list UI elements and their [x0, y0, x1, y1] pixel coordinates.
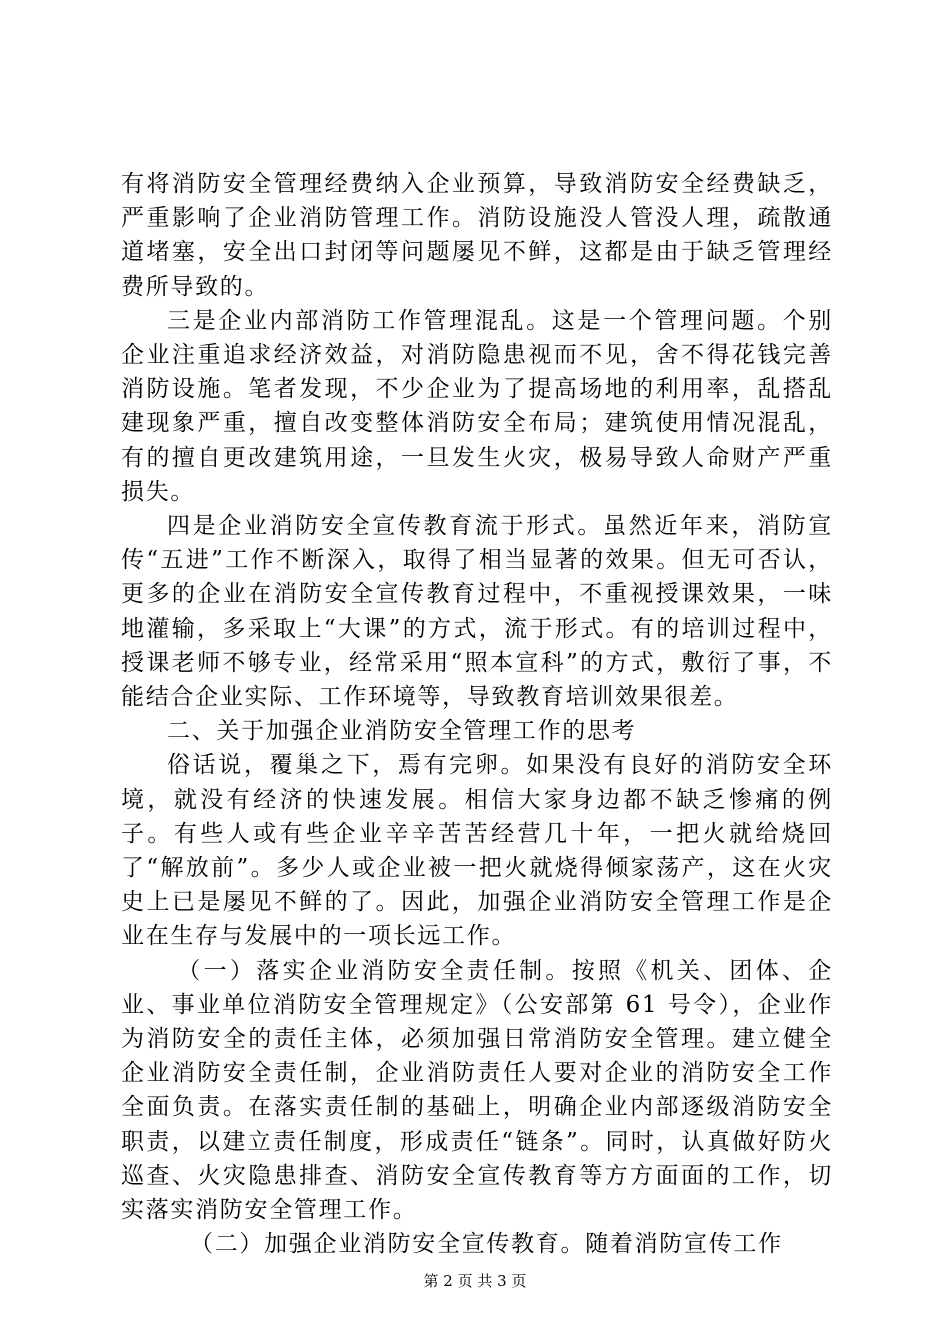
paragraph-item-one: （一）落实企业消防安全责任制。按照《机关、团体、企业、事业单位消防安全管理规定》（公安部第 61 号令），企业作为消防安全的责任主体，必须加强日常消防安全管理。建立健全企业消防安全责任制，企业消防责任人要对企业的消防安全工作全面负责。在落实责任制的基础上，明确企业内部逐级消防安全职责，以建立责任制度，形成责任“链条”。同时，认真做好防火巡查、火灾隐患排查、消防安全宣传教育等方方面面的工作，切实落实消防安全管理工作。 [121, 957, 833, 1224]
paragraph-point-three: 三是企业内部消防工作管理混乱。这是一个管理问题。个别企业注重追求经济效益，对消防隐患视而不见，舍不得花钱完善消防设施。笔者发现，不少企业为了提高场地的利用率，乱搭乱建现象严重，擅自改变整体消防安全布局；建筑使用情况混乱，有的擅自更改建筑用途，一旦发生火灾，极易导致人命财产严重损失。 [121, 307, 833, 505]
paragraph-proverb: 俗话说，覆巢之下，焉有完卵。如果没有良好的消防安全环境，就没有经济的快速发展。相信大家身边都不缺乏惨痛的例子。有些人或有些企业辛辛苦苦经营几十年，一把火就给烧回了“解放前”。多少人或企业被一把火就烧得倾家荡产，这在火灾史上已是屡见不鲜的了。因此，加强企业消防安全管理工作是企业在生存与发展中的一项长远工作。 [121, 752, 833, 950]
document-body [121, 167, 833, 1262]
section-heading-two: 二、关于加强企业消防安全管理工作的思考 [167, 718, 637, 745]
page-footer: 第 2 页 共 3 页 [423, 1272, 527, 1290]
paragraph-item-two: （二）加强企业消防安全宣传教育。随着消防宣传工作 [190, 1231, 783, 1258]
paragraph-point-four: 四是企业消防安全宣传教育流于形式。虽然近年来，消防宣传“五进”工作不断深入，取得了相当显著的效果。但无可否认，更多的企业在消防安全宣传教育过程中，不重视授课效果，一味地灌输，多采取上“大课”的方式，流于形式。有的培训过程中，授课老师不够专业，经常采用“照本宣科”的方式，敷衍了事，不能结合企业实际、工作环境等，导致教育培训效果很差。 [121, 513, 833, 711]
paragraph-continuation: 有将消防安全管理经费纳入企业预算，导致消防安全经费缺乏，严重影响了企业消防管理工作。消防设施没人管没人理，疏散通道堵塞，安全出口封闭等问题屡见不鲜，这都是由于缺乏管理经费所导致的。 [121, 171, 833, 300]
